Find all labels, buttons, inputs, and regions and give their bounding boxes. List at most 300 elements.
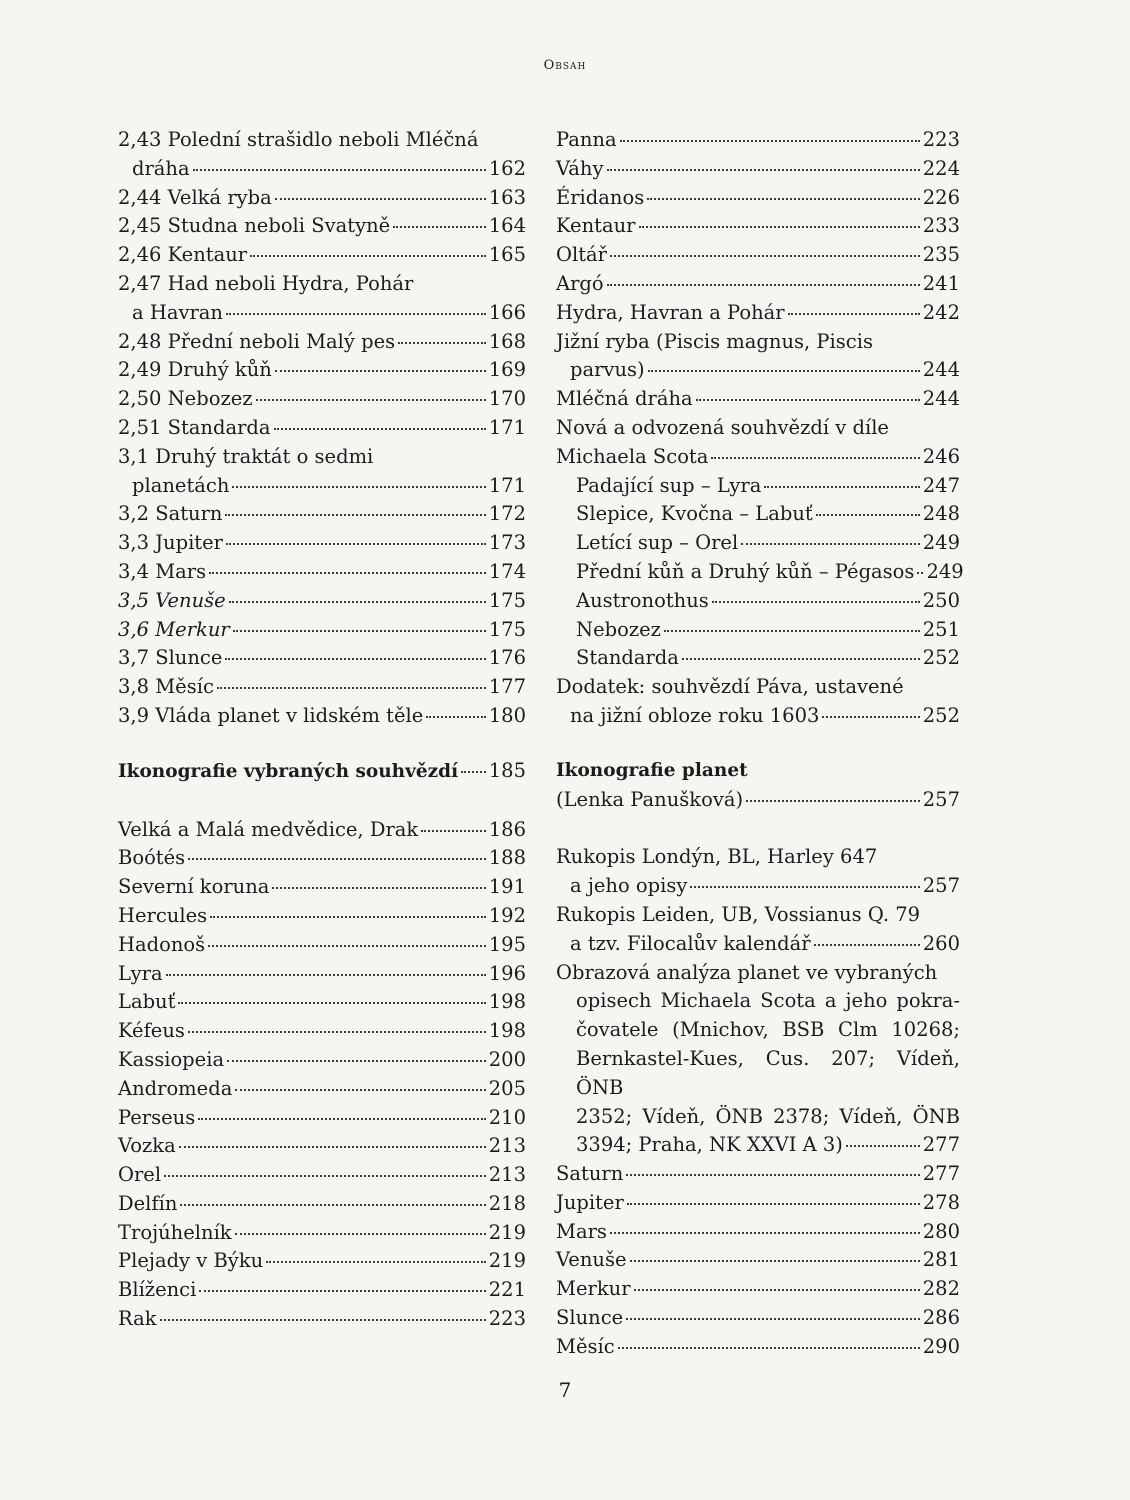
page-number: 7 xyxy=(558,1378,572,1402)
toc-entry-title: Kentaur xyxy=(556,214,636,238)
dot-leader xyxy=(178,1002,485,1004)
dot-leader xyxy=(199,1290,485,1292)
toc-entry-title: Austronothus xyxy=(576,588,709,612)
toc-entry xyxy=(118,500,526,529)
dot-leader xyxy=(160,1319,486,1321)
dot-leader xyxy=(648,370,920,372)
section-gap xyxy=(118,787,526,816)
toc-entry xyxy=(118,270,526,299)
toc-entry-page: 177 xyxy=(488,675,526,699)
toc-entry-title: 3,1 Druhý traktát o sedmi xyxy=(118,444,374,468)
toc-entry-title: Oltář xyxy=(556,243,608,267)
dot-leader xyxy=(610,1232,920,1234)
dot-leader xyxy=(233,630,486,632)
toc-entry-title: Orel xyxy=(118,1163,162,1187)
toc-entry xyxy=(556,786,960,815)
toc-entry-title: Labuť xyxy=(118,990,176,1014)
toc-entry xyxy=(118,1247,526,1276)
toc-entry-title: Slepice, Kvočna – Labuť xyxy=(576,502,813,526)
toc-entry-title: Éridanos xyxy=(556,185,645,209)
dot-leader xyxy=(256,399,486,401)
dot-leader xyxy=(235,1233,486,1235)
toc-entry-title: Mléčná dráha xyxy=(556,387,693,411)
toc-entry-page: 175 xyxy=(488,588,526,612)
toc-entry xyxy=(556,500,960,529)
toc-entry-page: 257 xyxy=(922,874,960,898)
toc-entry xyxy=(118,1305,526,1334)
toc-entry-page: 251 xyxy=(922,617,960,641)
dot-leader xyxy=(250,255,486,257)
toc-entry-page: 226 xyxy=(922,185,960,209)
toc-entry-page: 171 xyxy=(488,415,526,439)
toc-entry xyxy=(118,241,526,270)
toc-entry-title: Perseus xyxy=(118,1105,196,1129)
toc-entry-title: Letící sup – Orel xyxy=(576,531,739,555)
toc-entry xyxy=(556,356,960,385)
dot-leader xyxy=(275,370,486,372)
toc-entry-title: Ikonografie vybraných souhvězdí xyxy=(118,760,459,782)
toc-entry-page: 249 xyxy=(922,531,960,555)
toc-entry xyxy=(556,673,960,702)
toc-entry-page: 176 xyxy=(488,646,526,670)
toc-entry-title: Kassiopeia xyxy=(118,1047,225,1071)
toc-entry-title: 3,4 Mars xyxy=(118,559,207,583)
toc-entry-title: 3,3 Jupiter xyxy=(118,531,224,555)
toc-entry-title: Rukopis Leiden, UB, Vossianus Q. 79 xyxy=(556,902,921,926)
toc-entry-title: Váhy xyxy=(556,156,604,180)
toc-entry xyxy=(118,587,526,616)
toc-entry-page: 286 xyxy=(922,1306,960,1330)
toc-entry xyxy=(118,126,526,155)
toc-entry-title: Hercules xyxy=(118,903,208,927)
toc-entry-title: Ikonografie planet xyxy=(556,759,748,781)
toc-entry-page: 242 xyxy=(922,300,960,324)
dot-leader xyxy=(166,974,486,976)
dot-leader xyxy=(188,1031,486,1033)
toc-entry-page: 233 xyxy=(922,214,960,238)
toc-entry-title: parvus) xyxy=(570,358,645,382)
toc-entry xyxy=(556,184,960,213)
dot-leader xyxy=(180,1204,485,1206)
toc-entry xyxy=(556,901,960,930)
dot-leader xyxy=(421,830,486,832)
dot-leader xyxy=(682,658,920,660)
dot-leader xyxy=(814,944,920,946)
toc-entry xyxy=(556,1016,960,1045)
section-gap xyxy=(118,731,526,757)
toc-entry xyxy=(118,414,526,443)
dot-leader xyxy=(198,1118,486,1120)
toc-column-right xyxy=(556,126,964,1362)
toc-entry xyxy=(556,702,960,731)
toc-entry-title: a jeho opisy xyxy=(570,874,688,898)
toc-entry xyxy=(118,873,526,902)
toc-entry-title: Nebozez xyxy=(576,617,661,641)
toc-entry-title: Jupiter xyxy=(556,1190,624,1214)
toc-entry-page: 250 xyxy=(922,588,960,612)
toc-entry xyxy=(556,270,960,299)
toc-entry-page: 281 xyxy=(922,1248,960,1272)
toc-entry xyxy=(118,472,526,501)
dot-leader xyxy=(647,198,920,200)
toc-entry-title: Standarda xyxy=(576,646,679,670)
toc-entry xyxy=(118,644,526,673)
toc-entry-page: 282 xyxy=(922,1277,960,1301)
toc-entry xyxy=(556,872,960,901)
dot-leader xyxy=(235,1089,485,1091)
dot-leader xyxy=(917,572,923,574)
toc-entry xyxy=(118,1161,526,1190)
section-gap xyxy=(556,731,960,757)
toc-entry-title: 2,43 Polední strašidlo neboli Mléčná xyxy=(118,128,479,151)
toc-entry-page: 219 xyxy=(488,1220,526,1244)
toc-entry-title: Nová a odvozená souhvězdí v díle xyxy=(556,415,889,439)
toc-entry xyxy=(556,1131,960,1160)
toc-entry-title: 2,50 Nebozez xyxy=(118,387,253,411)
dot-leader xyxy=(816,514,920,516)
toc-entry-title: Bernkastel-Kues, Cus. 207; Vídeň, ÖNB xyxy=(576,1046,960,1099)
toc-entry-page: 171 xyxy=(488,473,526,497)
toc-entry xyxy=(556,1275,960,1304)
toc-entry-page: 198 xyxy=(488,1019,526,1043)
toc-entry-title: 2352; Vídeň, ÖNB 2378; Vídeň, ÖNB xyxy=(576,1104,960,1128)
toc-entry-title: opisech Michaela Scota a jeho pokra- xyxy=(576,989,960,1013)
toc-entry-page: 163 xyxy=(488,185,526,209)
toc-entry-page: 219 xyxy=(488,1249,526,1273)
toc-entry-title: 3,5 Venuše xyxy=(118,588,226,612)
dot-leader xyxy=(227,1060,486,1062)
dot-leader xyxy=(226,543,486,545)
dot-leader xyxy=(209,572,486,574)
toc-entry-page: 195 xyxy=(488,932,526,956)
toc-entry xyxy=(556,843,960,872)
dot-leader xyxy=(208,945,486,947)
running-head: Obsah xyxy=(543,58,587,73)
toc-entry xyxy=(118,902,526,931)
toc-entry-page: 196 xyxy=(488,961,526,985)
dot-leader xyxy=(210,916,486,918)
dot-leader xyxy=(634,1289,920,1291)
toc-entry-title: Dodatek: souhvězdí Páva, ustavené xyxy=(556,675,904,699)
toc-entry xyxy=(118,1132,526,1161)
dot-leader xyxy=(741,543,920,545)
toc-entry-title: Velká a Malá medvědice, Drak xyxy=(118,817,419,841)
toc-entry xyxy=(118,328,526,357)
toc-entry xyxy=(556,472,960,501)
toc-entry-title: Lyra xyxy=(118,961,163,985)
toc-entry-page: 247 xyxy=(922,473,960,497)
toc-entry-page: 166 xyxy=(488,300,526,324)
dot-leader xyxy=(746,800,920,802)
toc-entry-title: Andromeda xyxy=(118,1076,233,1100)
dot-leader xyxy=(607,169,920,171)
toc-entry xyxy=(556,616,960,645)
toc-entry-title: čovatele (Mnichov, BSB Clm 10268; xyxy=(576,1018,960,1042)
toc-entry xyxy=(556,930,960,959)
toc-entry xyxy=(118,673,526,702)
toc-entry-page: 170 xyxy=(488,387,526,411)
dot-leader xyxy=(275,198,486,200)
toc-entry xyxy=(556,385,960,414)
toc-entry xyxy=(118,1046,526,1075)
toc-entry-page: 169 xyxy=(488,358,526,382)
toc-entry-title: 3,7 Slunce xyxy=(118,646,223,670)
toc-entry-page: 162 xyxy=(488,156,526,180)
dot-leader xyxy=(179,1146,486,1148)
toc-entry xyxy=(556,414,960,443)
toc-entry xyxy=(118,155,526,184)
toc-entry-title: Kéfeus xyxy=(118,1019,185,1043)
toc-entry xyxy=(118,212,526,241)
toc-entry-title: 3394; Praha, NK XXVI A 3) xyxy=(576,1133,843,1157)
toc-entry-page: 192 xyxy=(488,903,526,927)
toc-entry-title: Přední kůň a Druhý kůň – Pégasos xyxy=(576,559,915,583)
toc-entry-page: 277 xyxy=(922,1133,960,1157)
dot-leader xyxy=(226,313,486,315)
toc-entry-page: 173 xyxy=(488,531,526,555)
toc-entry xyxy=(556,1103,960,1132)
toc-entry-title: Blíženci xyxy=(118,1278,197,1302)
toc-entry-title: Venuše xyxy=(556,1248,627,1272)
toc-entry-page: 260 xyxy=(922,931,960,955)
toc-entry-page: 165 xyxy=(488,243,526,267)
toc-entry-page: 168 xyxy=(488,329,526,353)
toc-entry-title: 2,46 Kentaur xyxy=(118,243,248,267)
toc-entry xyxy=(118,844,526,873)
toc-entry-title: 2,48 Přední neboli Malý pes xyxy=(118,329,396,353)
toc-entry-page: 278 xyxy=(922,1190,960,1214)
toc-entry xyxy=(556,987,960,1016)
toc-entry xyxy=(556,1189,960,1218)
toc-entry-title: Saturn xyxy=(556,1162,624,1186)
toc-entry-title: Hydra, Havran a Pohár xyxy=(556,300,785,324)
toc-entry-title: 2,44 Velká ryba xyxy=(118,185,272,209)
dot-leader xyxy=(232,486,485,488)
toc-entry xyxy=(556,558,964,587)
toc-entry-title: 2,49 Druhý kůň xyxy=(118,358,272,382)
toc-entry xyxy=(118,960,526,989)
toc-entry xyxy=(118,529,526,558)
dot-leader xyxy=(266,1261,486,1263)
dot-leader xyxy=(626,1174,920,1176)
toc-entry xyxy=(118,443,526,472)
dot-leader xyxy=(164,1175,486,1177)
toc-entry-title: 2,51 Standarda xyxy=(118,415,271,439)
dot-leader xyxy=(626,1318,920,1320)
toc-entry-title: Měsíc xyxy=(556,1334,615,1358)
toc-entry xyxy=(118,1190,526,1219)
dot-leader xyxy=(664,630,920,632)
toc-entry-title: 2,45 Studna neboli Svatyně xyxy=(118,214,391,238)
toc-entry-title: Slunce xyxy=(556,1306,624,1330)
toc-entry-title: 3,2 Saturn xyxy=(118,502,223,526)
toc-entry xyxy=(556,126,960,155)
toc-entry-page: 191 xyxy=(488,875,526,899)
toc-entry xyxy=(556,155,960,184)
toc-entry-page: 210 xyxy=(488,1105,526,1129)
dot-leader xyxy=(225,514,485,516)
toc-entry xyxy=(556,1333,960,1362)
toc-entry-page: 186 xyxy=(488,817,526,841)
toc-entry-page: 290 xyxy=(922,1334,960,1358)
toc-entry-page: 180 xyxy=(488,703,526,727)
toc-entry-page: 257 xyxy=(922,787,960,811)
toc-entry xyxy=(118,299,526,328)
toc-entry-page: 248 xyxy=(922,502,960,526)
toc-entry-title: Rak xyxy=(118,1307,157,1331)
toc-entry-title: Severní koruna xyxy=(118,875,270,899)
toc-entry xyxy=(556,529,960,558)
toc-entry-page: 235 xyxy=(922,243,960,267)
dot-leader xyxy=(639,226,920,228)
dot-leader xyxy=(426,716,485,718)
toc-entry-title: a tzv. Filocalův kalendář xyxy=(570,931,811,955)
dot-leader xyxy=(610,255,920,257)
toc-entry xyxy=(556,587,960,616)
dot-leader xyxy=(193,169,486,171)
toc-entry xyxy=(556,1304,960,1333)
dot-leader xyxy=(229,601,486,603)
toc-entry-page: 223 xyxy=(922,128,960,151)
toc-entry xyxy=(556,328,960,357)
toc-entry xyxy=(118,702,526,731)
toc-entry xyxy=(556,241,960,270)
toc-entry xyxy=(118,558,526,587)
dot-leader xyxy=(846,1145,920,1147)
dot-leader xyxy=(225,658,485,660)
toc-entry xyxy=(556,1218,960,1247)
toc-entry-title: Padající sup – Lyra xyxy=(576,473,762,497)
toc-entry xyxy=(556,212,960,241)
toc-entry-title: Michaela Scota xyxy=(556,444,709,468)
dot-leader xyxy=(274,428,486,430)
toc-entry xyxy=(556,757,960,786)
dot-leader xyxy=(217,687,486,689)
dot-leader xyxy=(712,601,920,603)
toc-entry-page: 241 xyxy=(922,271,960,295)
toc-entry xyxy=(118,1017,526,1046)
toc-entry-title: 3,6 Merkur xyxy=(118,617,230,641)
toc-entry-page: 252 xyxy=(922,646,960,670)
toc-entry-page: 185 xyxy=(488,758,526,782)
toc-entry-title: 3,8 Měsíc xyxy=(118,675,214,699)
toc-entry-title: planetách xyxy=(132,473,230,497)
toc-entry-title: na jižní obloze roku 1603 xyxy=(570,703,820,727)
dot-leader xyxy=(620,140,920,142)
toc-entry-title: Mars xyxy=(556,1219,607,1243)
toc-entry xyxy=(118,1075,526,1104)
toc-entry-page: 224 xyxy=(922,156,960,180)
toc-entry-page: 246 xyxy=(922,444,960,468)
toc-entry-title: Plejady v Býku xyxy=(118,1249,264,1273)
dot-leader xyxy=(627,1203,920,1205)
toc-entry-page: 200 xyxy=(488,1047,526,1071)
toc-entry-page: 205 xyxy=(488,1076,526,1100)
toc-entry-page: 164 xyxy=(488,214,526,238)
toc-entry xyxy=(118,1219,526,1248)
toc-entry-page: 244 xyxy=(922,387,960,411)
toc-entry xyxy=(556,959,960,988)
toc-entry xyxy=(118,385,526,414)
toc-entry-page: 221 xyxy=(488,1278,526,1302)
toc-entry xyxy=(118,757,526,787)
toc-entry-page: 244 xyxy=(922,358,960,382)
toc-entry-title: 3,9 Vláda planet v lidském těle xyxy=(118,703,424,727)
toc-entry xyxy=(556,644,960,673)
section-gap xyxy=(556,814,960,843)
toc-entry-page: 188 xyxy=(488,846,526,870)
dot-leader xyxy=(630,1260,920,1262)
toc-entry xyxy=(556,299,960,328)
dot-leader xyxy=(788,313,920,315)
toc-entry-page: 249 xyxy=(926,559,964,583)
toc-entry-title: Panna xyxy=(556,128,617,151)
toc-entry-title: dráha xyxy=(132,156,190,180)
toc-column-left xyxy=(118,126,526,1334)
dot-leader xyxy=(618,1347,920,1349)
dot-leader xyxy=(188,858,486,860)
toc-entry-title: Trojúhelník xyxy=(118,1220,232,1244)
dot-leader xyxy=(696,399,920,401)
toc-entry-title: Hadonoš xyxy=(118,932,206,956)
toc-entry xyxy=(556,1246,960,1275)
toc-entry xyxy=(556,443,960,472)
toc-entry xyxy=(118,184,526,213)
dot-leader xyxy=(764,486,919,488)
dot-leader xyxy=(690,886,919,888)
toc-entry-page: 175 xyxy=(488,617,526,641)
toc-entry-title: Merkur xyxy=(556,1277,631,1301)
toc-entry-page: 277 xyxy=(922,1162,960,1186)
toc-entry xyxy=(118,988,526,1017)
dot-leader xyxy=(393,226,486,228)
toc-entry xyxy=(118,816,526,845)
toc-entry-title: 2,47 Had neboli Hydra, Pohár xyxy=(118,271,414,295)
toc-entry-page: 218 xyxy=(488,1191,526,1215)
toc-entry xyxy=(118,931,526,960)
toc-entry-page: 174 xyxy=(488,559,526,583)
dot-leader xyxy=(607,284,920,286)
toc-entry-title: Boótés xyxy=(118,846,186,870)
dot-leader xyxy=(272,887,485,889)
dot-leader xyxy=(461,771,486,773)
toc-entry xyxy=(556,1160,960,1189)
toc-entry-page: 252 xyxy=(922,703,960,727)
toc-entry-title: Delfín xyxy=(118,1191,178,1215)
toc-entry-page: 213 xyxy=(488,1134,526,1158)
toc-entry-title: (Lenka Panušková) xyxy=(556,787,744,811)
dot-leader xyxy=(822,716,919,718)
toc-entry-title: Vozka xyxy=(118,1134,176,1158)
toc-entry-page: 213 xyxy=(488,1163,526,1187)
toc-entry xyxy=(118,356,526,385)
toc-entry-title: Jižní ryba (Piscis magnus, Piscis xyxy=(556,329,873,353)
toc-entry xyxy=(556,1045,960,1103)
toc-entry-title: Rukopis Londýn, BL, Harley 647 xyxy=(556,845,878,869)
toc-entry-page: 198 xyxy=(488,990,526,1014)
toc-entry-page: 223 xyxy=(488,1307,526,1331)
toc-entry xyxy=(118,616,526,645)
dot-leader xyxy=(711,457,919,459)
toc-entry xyxy=(118,1104,526,1133)
toc-entry-title: a Havran xyxy=(132,300,223,324)
toc-entry-page: 172 xyxy=(488,502,526,526)
toc-entry-title: Argó xyxy=(556,271,604,295)
dot-leader xyxy=(398,342,486,344)
toc-entry-page: 280 xyxy=(922,1219,960,1243)
toc-entry xyxy=(118,1276,526,1305)
toc-entry-title: Obrazová analýza planet ve vybraných xyxy=(556,960,938,984)
